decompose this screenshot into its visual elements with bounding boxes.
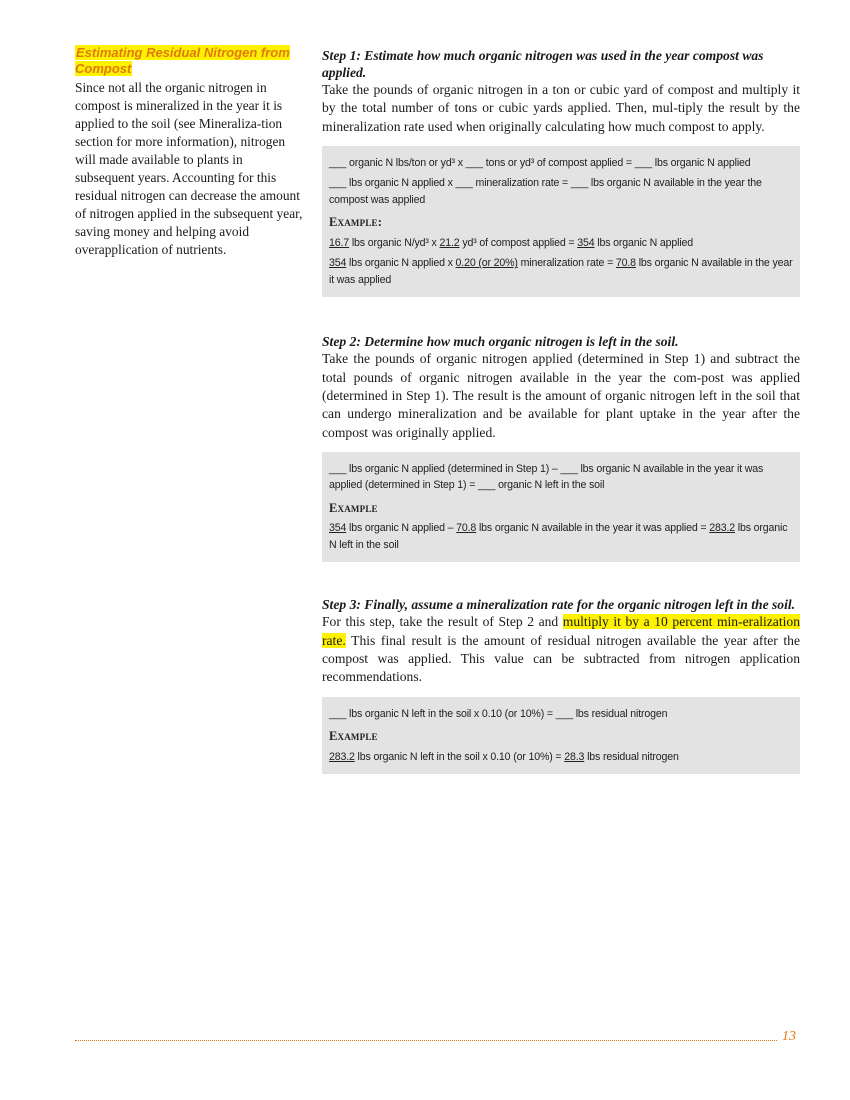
step-2-formula-box xyxy=(322,452,800,563)
step-2-example: 354 lbs organic N applied – 70.8 lbs organic N available in the year it was applied = 283.2 lbs organic N left in the soil xyxy=(329,522,788,551)
step-1-formula-1: ___ organic N lbs/ton or yd³ x ___ tons or yd³ of compost applied = ___ lbs organic N applied xyxy=(329,156,751,169)
step-3-formula: ___ lbs organic N left in the soil x 0.10 (or 10%) = ___ lbs residual nitrogen xyxy=(329,707,668,720)
step-2 xyxy=(322,333,800,562)
step-3-highlight: multiply it by a 10 percent min-eralization rate. xyxy=(322,614,800,648)
step-3-example-label: Example xyxy=(329,729,378,744)
sidebar xyxy=(75,45,303,259)
step-2-formula: ___ lbs organic N applied (determined in Step 1) – ___ lbs organic N available in the year it was applied (determined in Step 1) = ___ organic N left in the soil xyxy=(329,462,764,492)
step-1-formula-box xyxy=(322,146,800,298)
step-3-title: Step 3: Finally, assume a mineralization rate for the organic nitrogen left in the soil. xyxy=(322,597,796,613)
sidebar-body: Since not all the organic nitrogen in compost is mineralized in the year it is applied to the soil (see Mineraliza-tion section for more information), nitrogen will made available to plants in subsequent years. Accounting for this residual nitrogen can decrease the amount of nitrogen applied in the subsequent year, saving money and helping avoid overapplication of nutrients. xyxy=(75,80,303,257)
step-1-example-1: 16.7 lbs organic N/yd³ x 21.2 yd³ of compost applied = 354 lbs organic N applied xyxy=(329,236,694,249)
step-2-title: Step 2: Determine how much organic nitrogen is left in the soil. xyxy=(322,334,679,350)
step-1-title: Step 1: Estimate how much organic nitrogen was used in the year compost was applied. xyxy=(322,48,764,80)
main-content xyxy=(322,47,800,774)
step-3-formula-box xyxy=(322,697,800,775)
step-2-body: Take the pounds of organic nitrogen applied (determined in Step 1) and subtract the total pounds of organic nitrogen available in the year the com-post was applied (determined in Step 1). The result is the amount of organic nitrogen left in the soil that can undergo mineralization and be available for plant uptake in the year after the compost was originally applied. xyxy=(322,351,800,440)
step-1-formula-2: ___ lbs organic N applied x ___ mineralization rate = ___ lbs organic N available in the year the compost was applied xyxy=(329,177,762,206)
step-1-body: Take the pounds of organic nitrogen in a ton or cubic yard of compost and multiply it by the total number of tons or cubic yards applied. Then, mul-tiply the result by the mineralization rate used when originally calculating how much compost to apply. xyxy=(322,82,800,134)
footer-divider xyxy=(75,1040,777,1041)
step-1 xyxy=(322,47,800,297)
step-1-example-2: 354 lbs organic N applied x 0.20 (or 20%) mineralization rate = 70.8 lbs organic N available in the year it was applied xyxy=(329,257,793,286)
page-number: 13 xyxy=(782,1029,796,1044)
step-3-body: For this step, take the result of Step 2 and multiply it by a 10 percent min-eralization rate. This final result is the amount of residual nitrogen available the year after the compost was applied. This value can be subtracted from nitrogen application recommendations. xyxy=(322,614,800,685)
step-3 xyxy=(322,596,800,774)
step-1-example-label: Example: xyxy=(329,215,383,230)
step-3-example: 283.2 lbs organic N left in the soil x 0.10 (or 10%) = 28.3 lbs residual nitrogen xyxy=(329,750,679,763)
sidebar-title: Estimating Residual Nitrogen from Compost xyxy=(75,45,290,76)
step-2-example-label: Example xyxy=(329,500,378,515)
